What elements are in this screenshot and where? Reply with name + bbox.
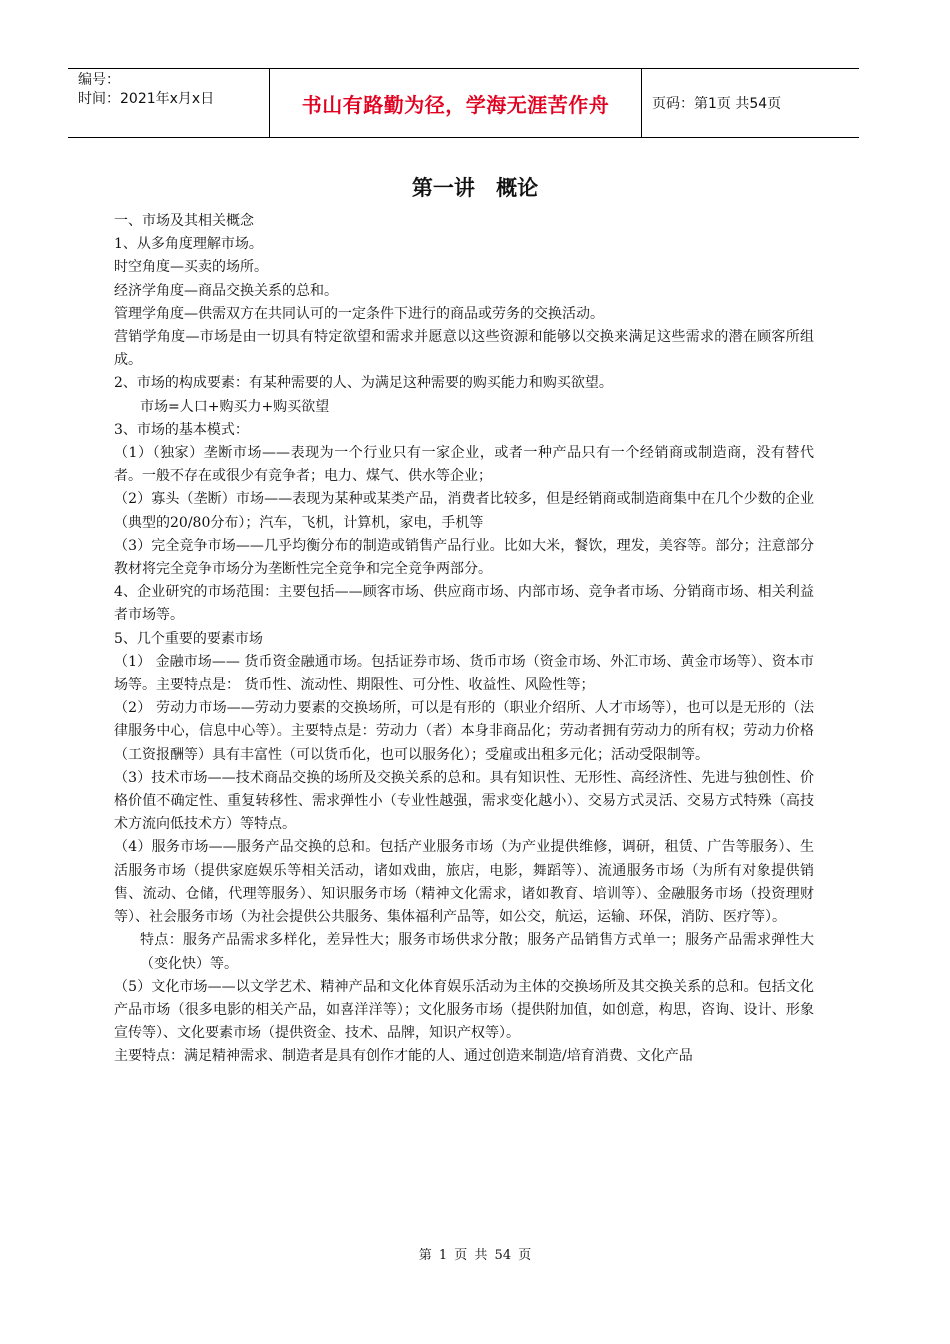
page-footer: 第 1 页 共 54 页 (418, 1248, 532, 1263)
paragraph: （1）（独家）垄断市场——表现为一个行业只有一家企业，或者一种产品只有一个经销商或制造商，没有替代者。一般不存在或很少有竞争者；电力、煤气、供水等企业； (114, 445, 814, 485)
header-page-info: 页码：第1页 共54页 (652, 96, 782, 112)
paragraph: 2、市场的构成要素：有某种需要的人、为满足这种需要的购买能力和购买欲望。 (114, 375, 613, 392)
paragraph: （1） 金融市场—— 货币资金融通市场。包括证券市场、货币市场（资金市场、外汇市场、黄金市场等）、资本市场等。主要特点是： 货币性、流动性、期限性、可分性、收益性、风险性等； (114, 653, 814, 694)
paragraph: 经济学角度—商品交换关系的总和。 (114, 282, 338, 299)
paragraph: （4）服务市场——服务产品交换的总和。包括产业服务市场（为产业提供维修，调研，租赁、广告等服务）、生活服务市场（提供家庭娱乐等相关活动，诸如戏曲，旅店，电影，舞蹈等）、流通服务市场（为所有对象提供销售、流动、仓储，代理等服务）、知识服务市场（精神文化需求，诸如教育、培训等）、金融服务市场（投资理财等）、社会服务市场（为社会提供公共服务、集体福利产品等，如公交，航运，运输、环保，消防、医疗等）。 (114, 839, 814, 926)
header-number-label: 编号： (78, 72, 120, 88)
header-motto: 书山有路勤为径，学海无涯苦作舟 (270, 69, 642, 137)
paragraph: 市场=人口+购买力+购买欲望 (140, 398, 330, 415)
document-body (114, 210, 814, 1069)
paragraph: 营销学角度—市场是由一切具有特定欲望和需求并愿意以这些资源和能够以交换来满足这些需求的潜在顾客所组成。 (114, 329, 814, 369)
paragraph: （3）完全竞争市场——几乎均衡分布的制造或销售产品行业。比如大米，餐饮，理发，美容等。部分；注意部分教材将完全竞争市场分为垄断性完全竞争和完全竞争两部分。 (114, 537, 814, 578)
paragraph: 特点：服务产品需求多样化，差异性大；服务市场供求分散；服务产品销售方式单一；服务产品需求弹性大（变化快）等。 (140, 932, 814, 972)
header-time-label: 时间：2021年x月x日 (78, 91, 215, 107)
paragraph: （5）文化市场——以文学艺术、精神产品和文化体育娱乐活动为主体的交换场所及其交换关系的总和。包括文化产品市场（很多电影的相关产品，如喜洋洋等）；文化服务市场（提供附加值，如创意，构思，咨询、设计、形象宣传等）、文化要素市场（提供资金、技术、品牌，知识产权等）。 (114, 978, 814, 1042)
paragraph: 3、市场的基本模式： (114, 421, 249, 438)
page-title: 第一讲 概论 (411, 176, 539, 200)
paragraph: 一、市场及其相关概念 (114, 213, 254, 229)
paragraph: 4、企业研究的市场范围：主要包括——顾客市场、供应商市场、内部市场、竞争者市场、分销商市场、相关利益者市场等。 (114, 584, 814, 624)
paragraph: 主要特点：满足精神需求、制造者是具有创作才能的人、通过创造来制造/培育消费、文化产品 (114, 1048, 693, 1065)
paragraph: （3）技术市场——技术商品交换的场所及交换关系的总和。具有知识性、无形性、高经济性、先进与独创性、价格价值不确定性、重复转移性、需求弹性小（专业性越强，需求变化越小）、交易方式灵活、交易方式特殊（高技术方流向低技术方）等特点。 (114, 769, 814, 833)
paragraph: 5、几个重要的要素市场 (114, 630, 263, 647)
paragraph: （2） 劳动力市场——劳动力要素的交换场所，可以是有形的（职业介绍所、人才市场等），也可以是无形的（法律服务中心，信息中心等）。主要特点是：劳动力（者）本身非商品化；劳动者拥有劳动力的所有权；劳动力价格（工资报酬等）具有丰富性（可以货币化，也可以服务化）；受雇或出租多元化；活动受限制等。 (114, 700, 814, 763)
paragraph: 管理学角度—供需双方在共同认可的一定条件下进行的商品或劳务的交换活动。 (114, 305, 604, 322)
paragraph: 时空角度—买卖的场所。 (114, 259, 268, 276)
header-meta (68, 69, 270, 137)
paragraph: （2）寡头（垄断）市场——表现为某种或某类产品，消费者比较多，但是经销商或制造商集中在几个少数的企业（典型的20/80分布）；汽车，飞机，计算机，家电，手机等 (114, 491, 814, 531)
document-header (68, 68, 859, 138)
paragraph: 1、从多角度理解市场。 (114, 236, 263, 253)
